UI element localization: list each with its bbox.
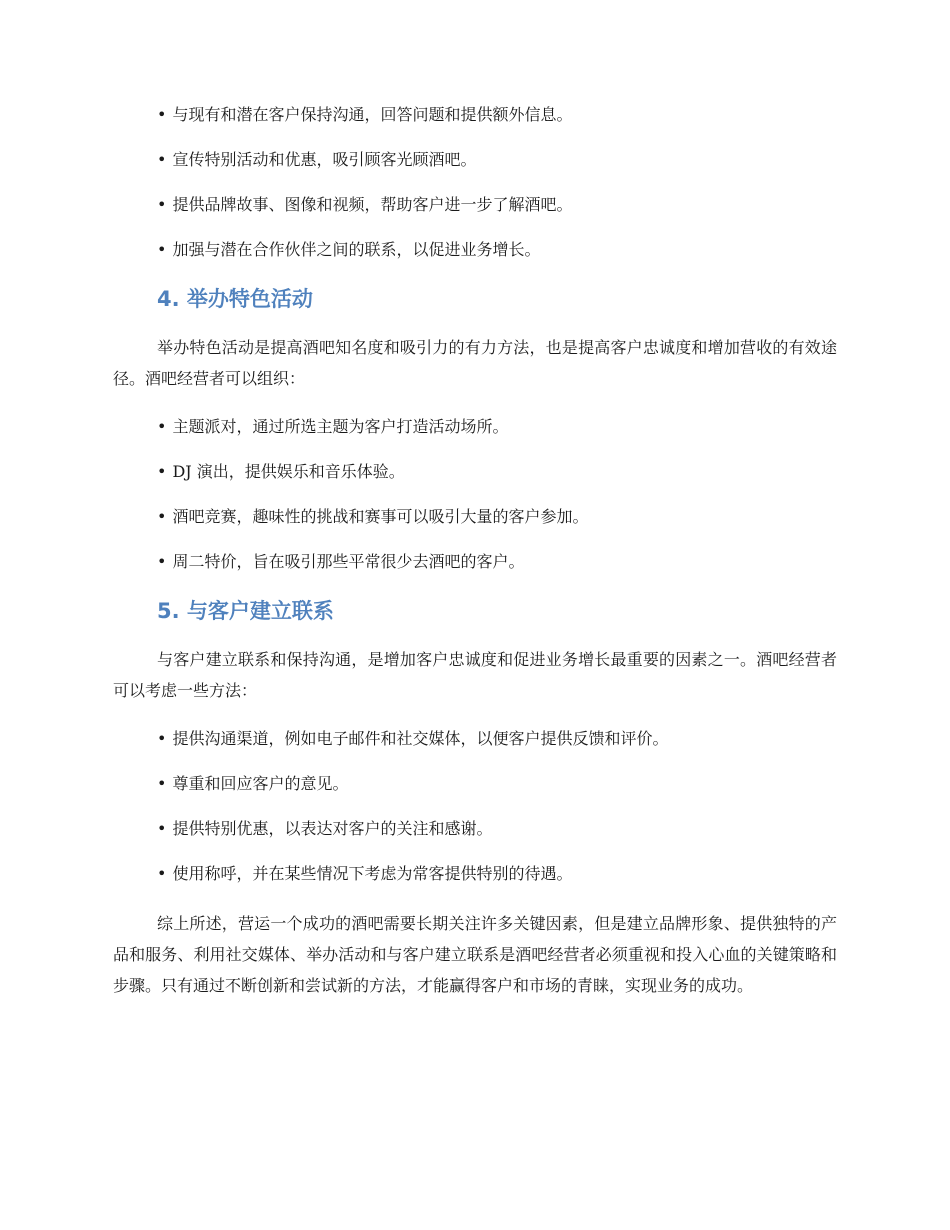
- list-item: [157, 194, 837, 216]
- list-item: [157, 461, 837, 483]
- bullet-marker: •: [157, 417, 167, 436]
- bullet-marker: •: [157, 240, 167, 259]
- list-item: [157, 104, 837, 126]
- list-item-text: 使用称呼，并在某些情况下考虑为常客提供特别的待遇。: [172, 864, 573, 883]
- list-item: [157, 506, 837, 528]
- list-item-text: 酒吧竞赛，趣味性的挑战和赛事可以吸引大量的客户参加。: [172, 507, 589, 526]
- list-item-text: 提供特别优惠，以表达对客户的关注和感谢。: [172, 819, 493, 838]
- conclusion-paragraph: 综上所述，营运一个成功的酒吧需要长期关注许多关键因素，但是建立品牌形象、提供独特的产品和服务、利用社交媒体、举办活动和与客户建立联系是酒吧经营者必须重视和投入心血的关键策略和步骤。只有通过不断创新和尝试新的方法，才能赢得客户和市场的青睐，实现业务的成功。: [113, 914, 837, 995]
- section-heading-5: 5. 与客户建立联系: [157, 599, 334, 623]
- list-item-text: 宣传特别活动和优惠，吸引顾客光顾酒吧。: [172, 150, 477, 169]
- bullet-marker: •: [157, 729, 167, 748]
- bullet-marker: •: [157, 507, 167, 526]
- list-item: [157, 551, 837, 573]
- list-item: [157, 773, 837, 795]
- section-4-intro: 举办特色活动是提高酒吧知名度和吸引力的有力方法，也是提高客户忠诚度和增加营收的有效途径。酒吧经营者可以组织：: [113, 338, 837, 388]
- bullet-marker: •: [157, 552, 167, 571]
- list-item-text: DJ 演出，提供娱乐和音乐体验。: [172, 462, 405, 481]
- bullet-marker: •: [157, 195, 167, 214]
- list-item-text: 加强与潜在合作伙伴之间的联系，以促进业务增长。: [172, 240, 541, 259]
- list-item: [157, 149, 837, 171]
- list-item-text: 提供品牌故事、图像和视频，帮助客户进一步了解酒吧。: [172, 195, 573, 214]
- document-page: [113, 104, 837, 1023]
- bullet-marker: •: [157, 864, 167, 883]
- list-item: [157, 728, 837, 750]
- list-item-text: 主题派对，通过所选主题为客户打造活动场所。: [172, 417, 509, 436]
- section-heading-4: 4. 举办特色活动: [157, 287, 313, 311]
- bullet-marker: •: [157, 150, 167, 169]
- list-item-text: 与现有和潜在客户保持沟通，回答问题和提供额外信息。: [172, 105, 573, 124]
- section-5-intro: 与客户建立联系和保持沟通，是增加客户忠诚度和促进业务增长最重要的因素之一。酒吧经营者可以考虑一些方法：: [113, 650, 837, 700]
- bullet-marker: •: [157, 774, 167, 793]
- list-item: [157, 239, 837, 261]
- list-item: [157, 863, 837, 885]
- list-item-text: 提供沟通渠道，例如电子邮件和社交媒体，以便客户提供反馈和评价。: [172, 729, 669, 748]
- list-item: [157, 416, 837, 438]
- list-item-text: 周二特价，旨在吸引那些平常很少去酒吧的客户。: [172, 552, 525, 571]
- list-item: [157, 818, 837, 840]
- bullet-marker: •: [157, 462, 167, 481]
- list-item-text: 尊重和回应客户的意见。: [172, 774, 349, 793]
- bullet-marker: •: [157, 819, 167, 838]
- bullet-marker: •: [157, 105, 167, 124]
